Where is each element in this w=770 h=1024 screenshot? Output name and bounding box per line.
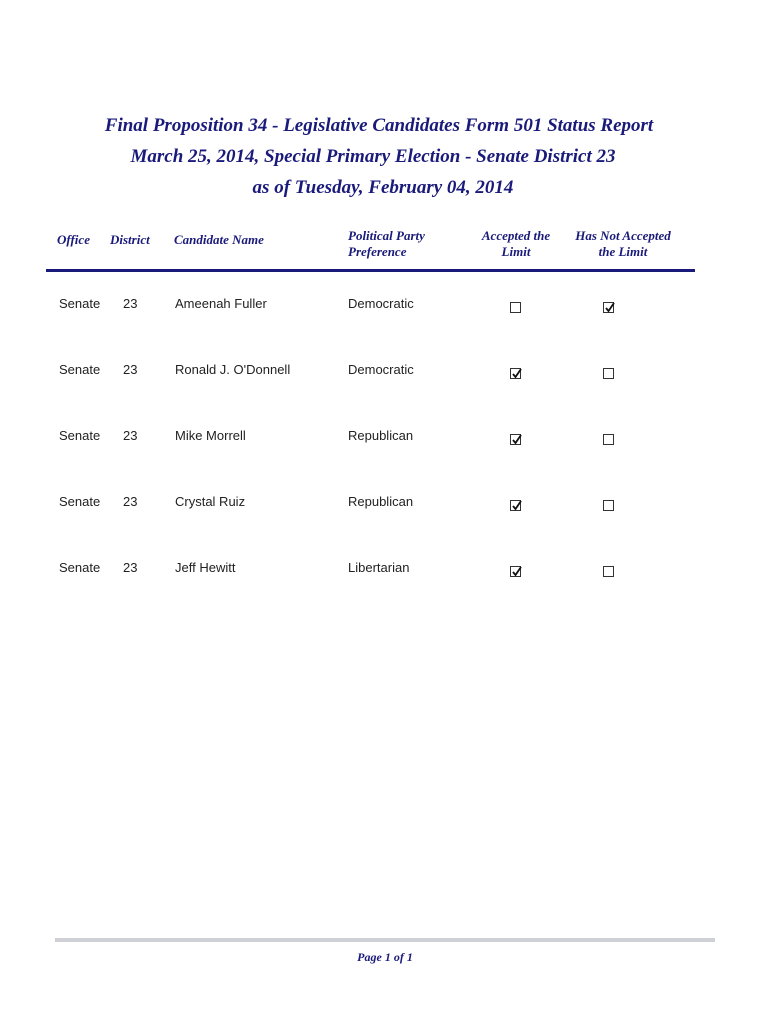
accepted-limit-checkbox-checked <box>510 434 521 445</box>
accepted-limit-checkbox-checked <box>510 368 521 379</box>
cell-party: Democratic <box>348 296 414 311</box>
accepted-limit-checkbox <box>510 302 521 313</box>
column-header-district: District <box>110 232 150 247</box>
cell-party: Libertarian <box>348 560 410 575</box>
column-header-party-line1: Political Party <box>348 228 425 243</box>
cell-office: Senate <box>59 362 101 377</box>
header-divider <box>46 269 695 272</box>
report-subtitle-election: March 25, 2014, Special Primary Election - Senate District 23 <box>130 146 616 167</box>
cell-candidate-name: Ronald J. O'Donnell <box>175 362 291 377</box>
column-header-accepted-line1: Accepted the <box>481 228 551 243</box>
cell-candidate-name: Jeff Hewitt <box>175 560 236 575</box>
cell-office: Senate <box>59 494 101 509</box>
not-accepted-limit-checkbox-checked <box>603 302 614 313</box>
cell-district: 23 <box>123 494 138 509</box>
column-header-accepted-line2: Limit <box>501 244 531 259</box>
cell-office: Senate <box>59 428 101 443</box>
cell-district: 23 <box>123 560 138 575</box>
cell-district: 23 <box>123 296 138 311</box>
column-header-not-accepted <box>563 228 683 260</box>
cell-party: Republican <box>348 494 414 509</box>
cell-party: Democratic <box>348 362 414 377</box>
cell-party: Republican <box>348 428 414 443</box>
not-accepted-limit-checkbox <box>603 566 614 577</box>
not-accepted-limit-checkbox <box>603 368 614 379</box>
report-subtitle-date: as of Tuesday, February 04, 2014 <box>252 177 514 198</box>
footer-divider <box>55 938 715 942</box>
accepted-limit-checkbox-checked <box>510 500 521 511</box>
column-header-not-accepted-line2: the Limit <box>598 244 648 259</box>
cell-candidate-name: Mike Morrell <box>175 428 246 443</box>
column-header-not-accepted-line1: Has Not Accepted <box>575 228 671 243</box>
cell-office: Senate <box>59 560 101 575</box>
cell-district: 23 <box>123 362 138 377</box>
not-accepted-limit-checkbox <box>603 434 614 445</box>
column-header-candidate: Candidate Name <box>174 232 264 247</box>
column-header-party-line2: Preference <box>348 244 407 259</box>
report-title: Final Proposition 34 - Legislative Candidates Form 501 Status Report <box>104 115 654 136</box>
cell-district: 23 <box>123 428 138 443</box>
page-number: Page 1 of 1 <box>357 950 413 964</box>
not-accepted-limit-checkbox <box>603 500 614 511</box>
column-header-party <box>348 228 425 260</box>
cell-candidate-name: Crystal Ruiz <box>175 494 246 509</box>
cell-office: Senate <box>59 296 101 311</box>
accepted-limit-checkbox-checked <box>510 566 521 577</box>
column-header-office: Office <box>57 232 90 247</box>
cell-candidate-name: Ameenah Fuller <box>175 296 267 311</box>
column-header-accepted <box>466 228 566 260</box>
